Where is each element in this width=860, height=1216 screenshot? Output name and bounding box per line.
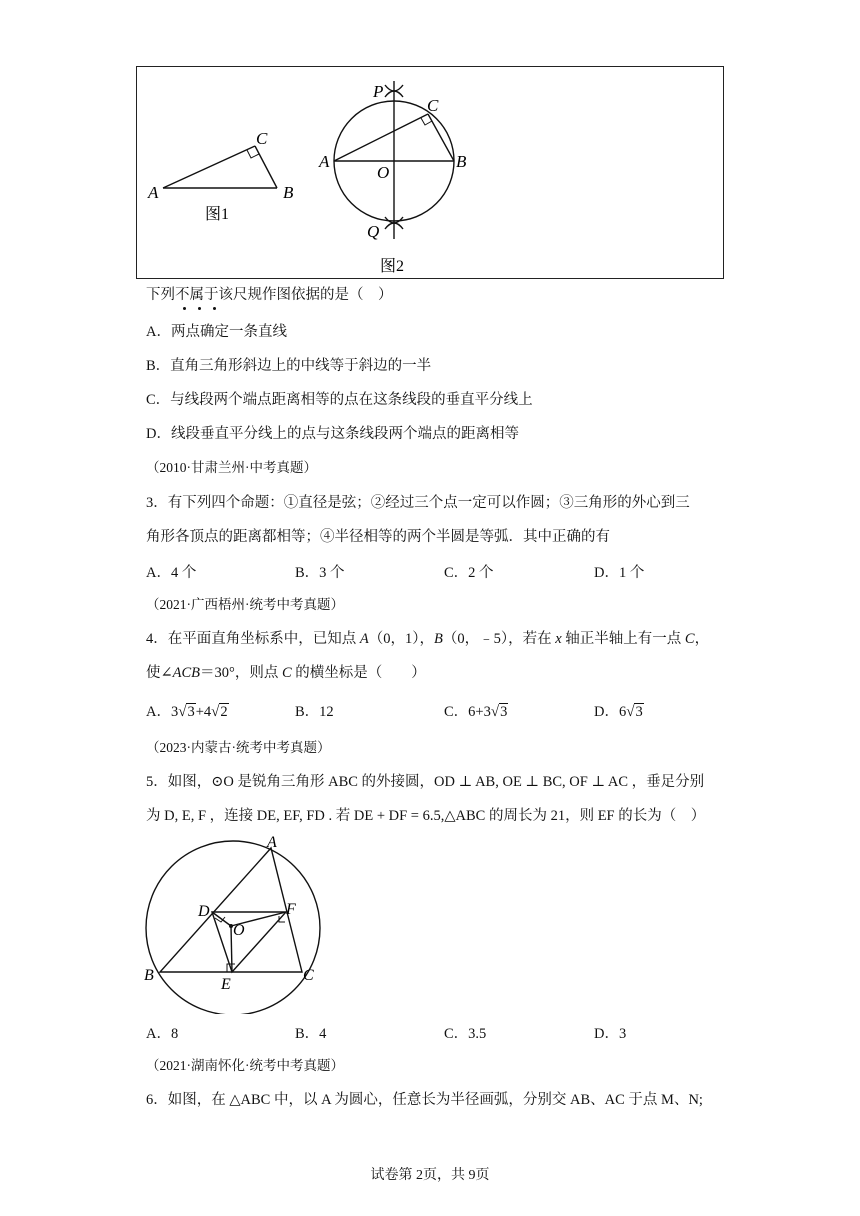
q4-x-var: x xyxy=(555,631,562,647)
q5-label-e: E xyxy=(221,976,231,993)
q2-option-c[interactable]: C．与线段两个端点距离相等的点在这条线段的垂直平分线上 xyxy=(146,392,533,408)
q4-opt-a-text: +4 xyxy=(195,704,212,720)
q4-text: 轴正半轴上有一点 xyxy=(561,631,685,647)
q4-text: 的横坐标是（ ） xyxy=(291,665,426,681)
fig2-label-q: Q xyxy=(367,222,380,241)
fig2-label-b: B xyxy=(456,152,467,171)
q4-opt-c-text: C．6+3 xyxy=(444,704,491,720)
q5-label-o: O xyxy=(233,922,245,939)
q4-text: （0，﹣5），若在 xyxy=(442,631,556,647)
radicand: 3 xyxy=(187,704,195,720)
emphasis-dot xyxy=(213,307,216,310)
q5-line-1: 5．如图，⊙O 是锐角三角形 ABC 的外接圆，OD ⊥ AB, OE ⊥ BC, OF ⊥ AC ，垂足分别 xyxy=(146,774,705,790)
q4-text: （0，1）， xyxy=(368,631,434,647)
q4-text: ， xyxy=(694,631,710,647)
q5-label-a: A xyxy=(267,834,277,851)
q3-option-d[interactable]: D．1 个 xyxy=(594,565,645,581)
q6-line-1: 6．如图，在 △ABC 中，以 A 为圆心，任意长为半径画弧，分别交 AB、AC 于点 M、N; xyxy=(146,1092,703,1108)
sqrt-icon: √ xyxy=(490,704,500,720)
q3-option-a[interactable]: A．4 个 xyxy=(146,565,197,581)
sqrt-icon: √ xyxy=(626,704,635,720)
q4-line-2 xyxy=(146,663,426,683)
radicand: 3 xyxy=(500,704,508,720)
q4-option-c[interactable] xyxy=(444,700,508,721)
q4-option-a[interactable] xyxy=(146,700,229,721)
q2-stem: 下列不属于该尺规作图依据的是（ ） xyxy=(146,287,393,303)
sqrt-icon: √ xyxy=(211,704,220,720)
q5-option-a[interactable]: A．8 xyxy=(146,1026,179,1042)
q5-label-c: C xyxy=(303,967,314,984)
q3-line-2: 角形各顶点的距离都相等；④半径相等的两个半圆是等弧．其中正确的有 xyxy=(146,529,610,545)
q2-option-b[interactable]: B．直角三角形斜边上的中线等于斜边的一半 xyxy=(146,358,432,374)
radicand: 2 xyxy=(220,704,228,720)
fig1-label-a: A xyxy=(148,183,159,202)
q4-text: ＝30°，则点 xyxy=(200,665,282,681)
q4-point-c: C xyxy=(281,665,292,681)
q4-opt-d-text: D．6 xyxy=(594,704,627,720)
q4-point-c: C xyxy=(684,631,695,647)
q4-option-b[interactable]: B．12 xyxy=(295,704,334,720)
q5-label-d: D xyxy=(198,903,210,920)
sqrt-icon: √ xyxy=(178,704,187,720)
q4-line-1 xyxy=(146,629,709,649)
q6-source: （2021·湖南怀化·统考中考真题） xyxy=(146,1058,344,1073)
q5-circumcircle-figure xyxy=(140,834,340,1014)
page-footer: 试卷第 2页，共 9页 xyxy=(370,1168,490,1183)
q4-point-b: B xyxy=(433,631,443,647)
q5-option-c[interactable]: C．3.5 xyxy=(444,1026,487,1042)
fig2-label-p: P xyxy=(373,82,384,101)
fig2-label-a: A xyxy=(319,152,330,171)
q5-line-2: 为 D, E, F ，连接 DE, EF, FD . 若 DE + DF = 6.5,△ABC 的周长为 21，则 EF 的长为（ ） xyxy=(146,808,706,824)
fig1-caption: 图1 xyxy=(205,206,230,223)
q4-text: 使∠ xyxy=(146,665,173,681)
q3-line-1: 3．有下列四个命题：①直径是弦；②经过三个点一定可以作圆；③三角形的外心到三 xyxy=(146,495,690,511)
q2-option-a[interactable]: A．两点确定一条直线 xyxy=(146,324,287,340)
q5-option-d[interactable]: D．3 xyxy=(594,1026,627,1042)
q4-point-a: A xyxy=(359,631,369,647)
q4-text: 4．在平面直角坐标系中，已知点 xyxy=(146,631,360,647)
q3-option-c[interactable]: C．2 个 xyxy=(444,565,494,581)
q4-source: （2021·广西梧州·统考中考真题） xyxy=(146,597,344,612)
q4-opt-a-text: A．3 xyxy=(146,704,179,720)
q5-label-f: F xyxy=(286,901,296,918)
q3-option-b[interactable]: B．3 个 xyxy=(295,565,345,581)
geometry-figures xyxy=(137,67,725,280)
emphasis-dot xyxy=(183,307,186,310)
q5-option-b[interactable]: B．4 xyxy=(295,1026,327,1042)
fig2-label-c: C xyxy=(427,96,439,115)
q2-option-d[interactable]: D．线段垂直平分线上的点与这条线段两个端点的距离相等 xyxy=(146,426,519,442)
q5-source: （2023·内蒙古·统考中考真题） xyxy=(146,740,331,755)
q4-option-d[interactable] xyxy=(594,700,644,721)
fig1-label-b: B xyxy=(283,183,294,202)
fig1-label-c: C xyxy=(256,129,268,148)
q5-label-b: B xyxy=(144,967,154,984)
figure-1-triangle xyxy=(163,146,277,188)
radicand: 3 xyxy=(635,704,643,720)
q3-source: （2010·甘肃兰州·中考真题） xyxy=(146,460,317,475)
figure-box xyxy=(136,66,724,279)
fig2-caption: 图2 xyxy=(380,258,405,275)
fig2-label-o: O xyxy=(377,163,390,182)
q4-angle: ACB xyxy=(172,665,201,681)
emphasis-dot xyxy=(198,307,201,310)
